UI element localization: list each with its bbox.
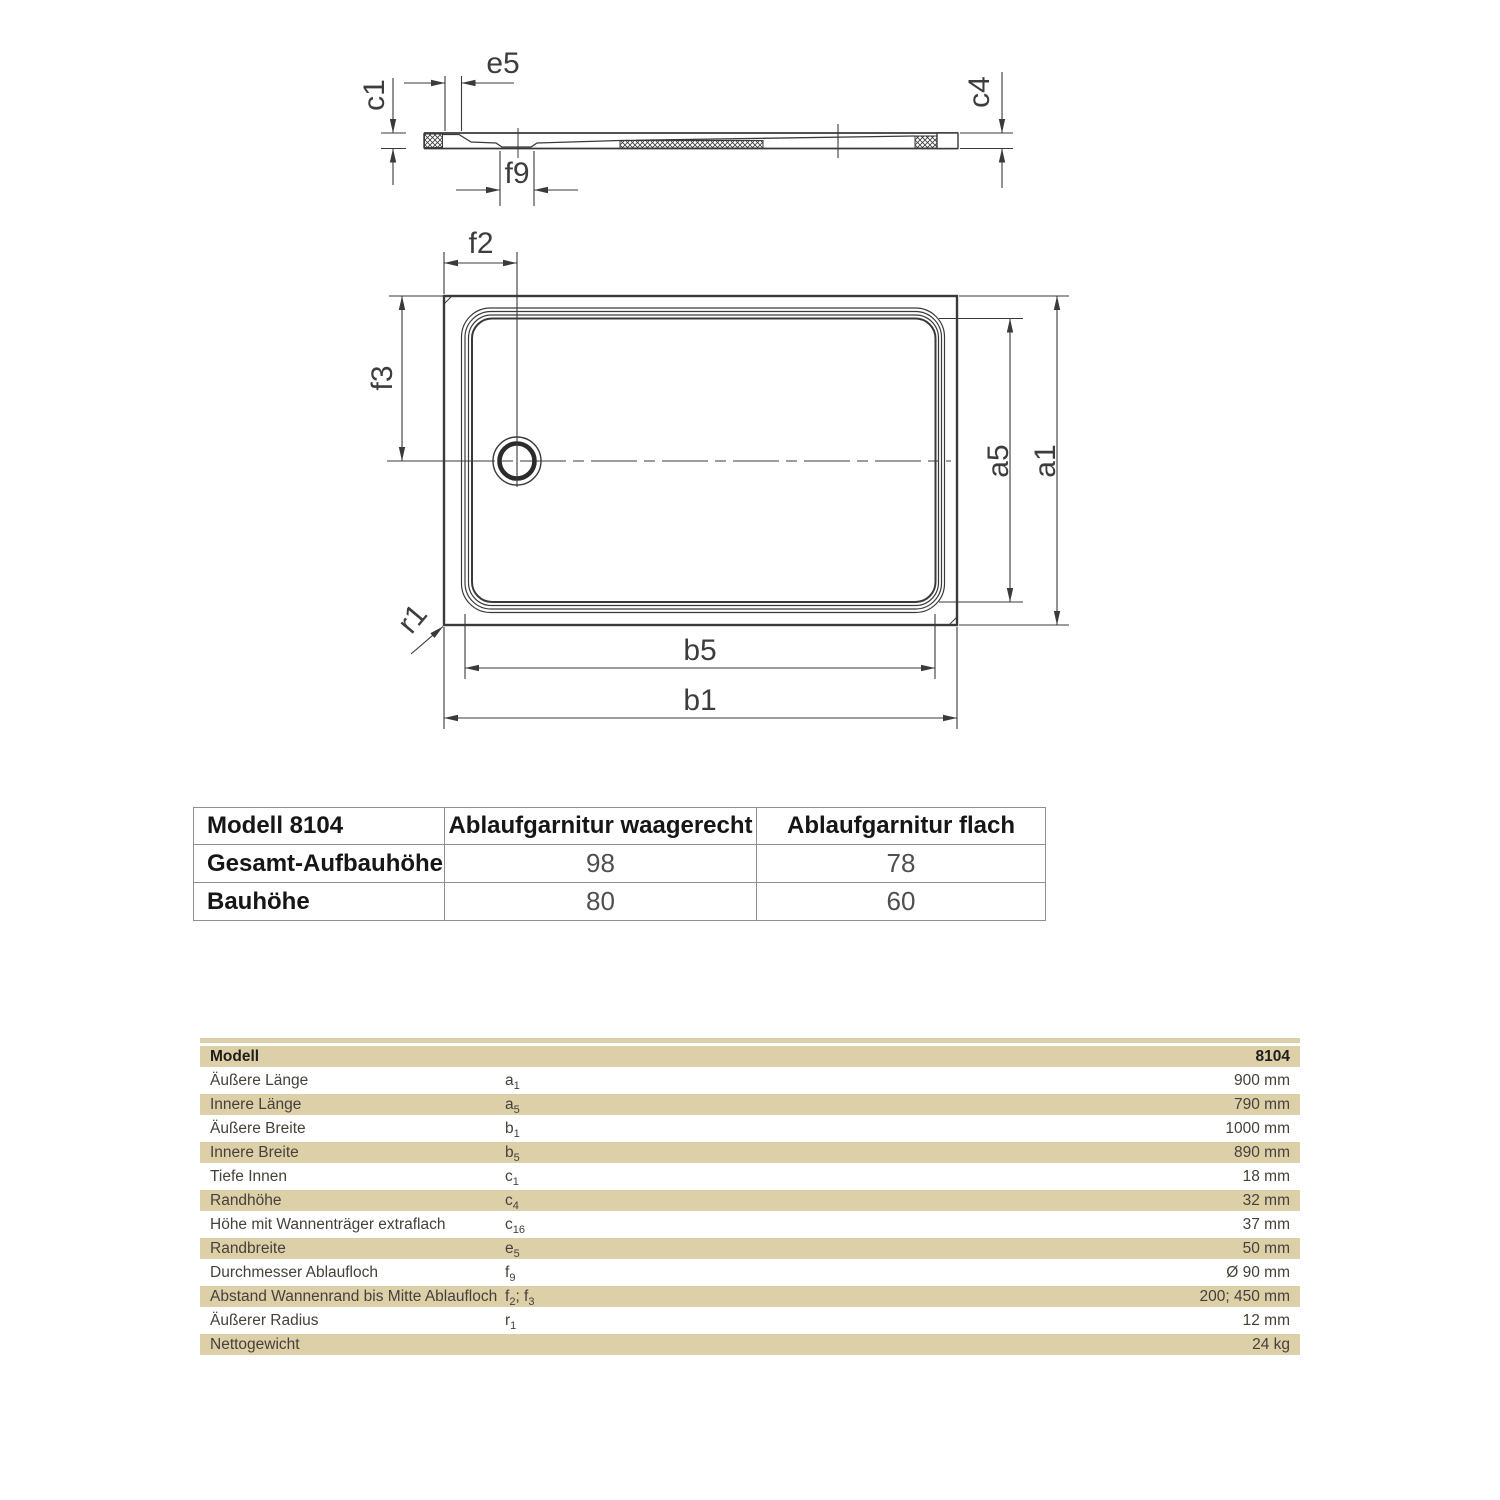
spec-label: Äußerer Radius <box>210 1311 319 1329</box>
dim-c1 <box>358 78 406 185</box>
spec-row <box>200 1238 1300 1259</box>
spec-symbol: $r_1$ <box>505 1311 517 1331</box>
spec-row <box>200 1118 1300 1139</box>
spec-value: 900 mm <box>1234 1071 1290 1089</box>
spec-row <box>200 1334 1300 1355</box>
dim-label-c1: c1 <box>358 79 391 111</box>
spec-symbol <box>505 1334 995 1355</box>
dim-label-f9: f9 <box>504 157 530 190</box>
spec-value: Ø 90 mm <box>1226 1263 1290 1281</box>
spec-symbol: $a_5$ <box>505 1094 995 1115</box>
dim-label-r1: r1 <box>391 598 434 640</box>
spec-label: Durchmesser Ablaufloch <box>210 1263 378 1281</box>
height-table-model-header: Modell 8104 <box>194 808 445 845</box>
spec-symbol: $a_1$ <box>505 1071 520 1091</box>
spec-symbol: $b_5$ <box>505 1142 995 1163</box>
plan-view <box>366 227 1069 729</box>
dim-label-a1: a1 <box>1029 444 1062 478</box>
spec-row <box>200 1190 1300 1211</box>
spec-symbol: $c_1$ <box>505 1167 519 1187</box>
dim-label-b1: b1 <box>683 684 717 717</box>
profile-view <box>358 47 1013 206</box>
spec-value: 50 mm <box>995 1238 1300 1259</box>
spec-value: 200; 450 mm <box>995 1286 1300 1307</box>
spec-label: Äußere Breite <box>210 1119 306 1137</box>
spec-label: Nettogewicht <box>200 1334 505 1355</box>
spec-label: Innere Länge <box>200 1094 505 1115</box>
spec-value: 790 mm <box>995 1094 1300 1115</box>
spec-row <box>200 1094 1300 1115</box>
spec-symbol: $f_2$; $f_3$ <box>505 1286 995 1307</box>
dim-label-c4: c4 <box>963 76 996 108</box>
height-table-row <box>194 845 1046 883</box>
dim-label-b5: b5 <box>683 634 717 667</box>
spec-label: Randbreite <box>200 1238 505 1259</box>
height-table-header-row <box>194 808 1046 845</box>
spec-row <box>200 1214 1300 1235</box>
spec-symbol: $b_1$ <box>505 1119 520 1139</box>
spec-header-spacer <box>505 1046 995 1067</box>
spec-value: 37 mm <box>1242 1215 1290 1233</box>
spec-label: Abstand Wannenrand bis Mitte Ablaufloch <box>200 1286 505 1307</box>
spec-header-label: Modell <box>200 1046 505 1067</box>
spec-label: Innere Breite <box>200 1142 505 1163</box>
row-value: 98 <box>445 845 757 883</box>
height-table-col-flach: Ablaufgarnitur flach <box>757 808 1046 845</box>
profile-right-seal-hatch <box>915 136 937 148</box>
row-value: 78 <box>757 845 1046 883</box>
dim-b5 <box>465 614 935 679</box>
height-table-col-waagerecht: Ablaufgarnitur waagerecht <box>445 808 757 845</box>
spec-symbol: $c_4$ <box>505 1190 995 1211</box>
spec-label: Höhe mit Wannenträger extraflach <box>210 1215 446 1233</box>
height-table <box>193 807 1046 921</box>
dim-r1 <box>392 598 443 654</box>
dim-f3 <box>366 296 453 461</box>
spec-symbol: $e_5$ <box>505 1238 995 1259</box>
spec-value: 18 mm <box>1242 1167 1290 1185</box>
profile-support-hatch <box>620 141 763 149</box>
dim-label-f2: f2 <box>468 227 494 260</box>
dim-f9 <box>456 151 578 206</box>
spec-row <box>200 1286 1300 1307</box>
row-value: 60 <box>757 883 1046 921</box>
spec-symbol: $f_9$ <box>505 1263 516 1283</box>
spec-label: Randhöhe <box>200 1190 505 1211</box>
spec-value: 12 mm <box>1242 1311 1290 1329</box>
spec-symbol: $c_{16}$ <box>505 1215 525 1235</box>
spec-header-row <box>200 1046 1300 1067</box>
spec-table <box>200 1043 1300 1358</box>
dim-label-a5: a5 <box>982 444 1015 478</box>
spec-row <box>200 1070 1300 1091</box>
spec-value: 32 mm <box>995 1190 1300 1211</box>
spec-row <box>200 1310 1300 1331</box>
spec-label: Äußere Länge <box>210 1071 309 1089</box>
profile-left-seal-hatch <box>425 134 443 148</box>
spec-header-value: 8104 <box>995 1046 1300 1067</box>
row-label: Bauhöhe <box>194 883 445 921</box>
spec-value: 24 kg <box>995 1334 1300 1355</box>
spec-row <box>200 1262 1300 1283</box>
profile-end-cap <box>937 133 958 149</box>
row-value: 80 <box>445 883 757 921</box>
dim-c4 <box>960 72 1013 188</box>
dim-a5 <box>939 319 1023 603</box>
dim-label-e5: e5 <box>486 47 520 80</box>
spec-row <box>200 1142 1300 1163</box>
spec-label: Tiefe Innen <box>210 1167 287 1185</box>
height-table-row <box>194 883 1046 921</box>
row-label: Gesamt-Aufbauhöhe <box>194 845 445 883</box>
spec-value: 890 mm <box>995 1142 1300 1163</box>
dim-e5 <box>404 47 520 131</box>
spec-value: 1000 mm <box>1225 1119 1290 1137</box>
spec-row <box>200 1166 1300 1187</box>
dim-label-f3: f3 <box>366 365 399 391</box>
spec-section <box>200 1038 1300 1358</box>
